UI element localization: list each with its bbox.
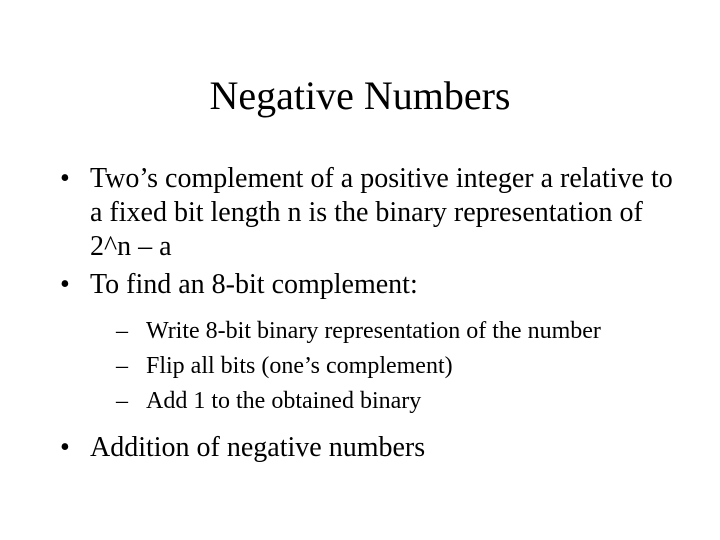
sub-bullet-add-one bbox=[116, 384, 678, 419]
sub-bullet-flip-bits bbox=[116, 349, 678, 384]
sub-bullet-text: Flip all bits (one’s complement) bbox=[146, 353, 453, 379]
bullet-marker: • bbox=[60, 269, 70, 300]
sub-bullet-write-binary bbox=[116, 314, 678, 349]
bullet-text: To find an 8-bit complement: bbox=[90, 269, 418, 300]
bullet-addition-negative-numbers bbox=[58, 431, 678, 465]
sub-bullet-marker: – bbox=[116, 353, 128, 379]
bullet-marker: • bbox=[60, 432, 70, 463]
slide-body bbox=[58, 162, 678, 465]
bullet-find-8bit-complement bbox=[58, 268, 678, 302]
bullet-text: Two’s complement of a positive integer a relative to a fixed bit length n is the binary representation of 2^n – a bbox=[90, 163, 673, 262]
bullet-twos-complement-definition bbox=[58, 162, 678, 264]
slide-title: Negative Numbers bbox=[209, 73, 511, 118]
bullet-text: Addition of negative numbers bbox=[90, 432, 426, 463]
sub-bullet-marker: – bbox=[116, 388, 128, 414]
bullet-marker: • bbox=[60, 163, 70, 194]
sub-bullet-marker: – bbox=[116, 318, 128, 344]
sub-bullet-text: Add 1 to the obtained binary bbox=[146, 388, 422, 414]
sub-bullet-list bbox=[116, 314, 678, 419]
sub-bullet-text: Write 8-bit binary representation of the number bbox=[146, 318, 601, 344]
